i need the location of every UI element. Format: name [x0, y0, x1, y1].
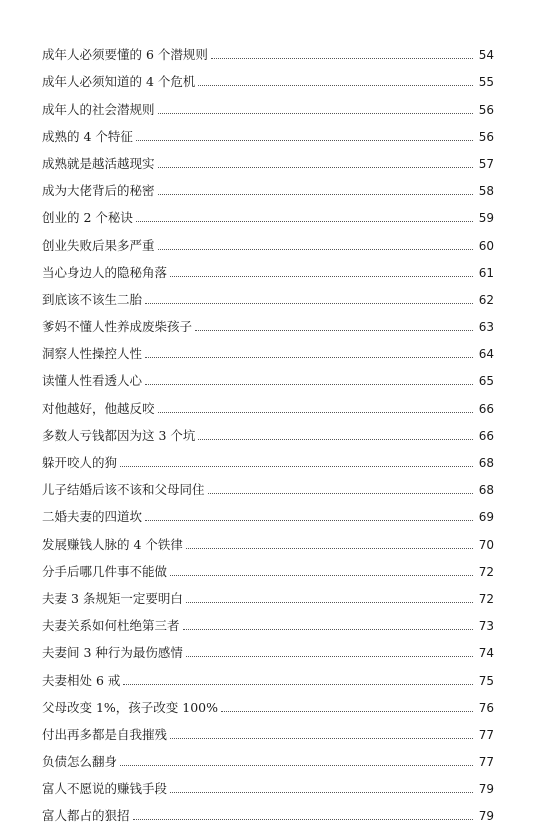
toc-entry-title: 洞察人性操控人性: [42, 346, 143, 362]
toc-entry-title: 爹妈不懂人性养成废柴孩子: [42, 319, 193, 335]
toc-dot-leader: [120, 465, 473, 467]
toc-entry[interactable]: [42, 389, 494, 416]
toc-entry-title: 负债怎么翻身: [42, 754, 118, 770]
toc-page-number: 56: [478, 102, 494, 117]
toc-page-number: 54: [478, 48, 494, 63]
toc-page-number: 72: [478, 591, 494, 606]
toc-entry[interactable]: [42, 308, 494, 335]
toc-entry[interactable]: [42, 444, 494, 471]
toc-dot-leader: [136, 220, 473, 222]
toc-page-number: 63: [478, 320, 494, 335]
toc-page-number: 74: [478, 646, 494, 661]
toc-page-number: 75: [478, 673, 494, 688]
toc-dot-leader: [186, 601, 473, 603]
toc-entry[interactable]: [42, 580, 494, 607]
toc-entry-title: 多数人亏钱都因为这 3 个坑: [42, 427, 196, 443]
toc-entry-title: 成为大佬背后的秘密: [42, 183, 155, 199]
toc-dot-leader: [221, 710, 473, 712]
toc-entry-title: 成年人的社会潜规则: [42, 101, 155, 117]
toc-dot-leader: [170, 275, 473, 277]
toc-entry[interactable]: [42, 661, 494, 688]
toc-dot-leader: [170, 791, 473, 793]
toc-dot-leader: [158, 248, 473, 250]
toc-dot-leader: [133, 818, 473, 820]
toc-entry-title: 付出再多都是自我摧残: [42, 726, 168, 742]
toc-dot-leader: [145, 302, 473, 304]
toc-page-number: 69: [478, 510, 494, 525]
toc-entry[interactable]: [42, 417, 494, 444]
toc-entry-title: 儿子结婚后该不该和父母同住: [42, 482, 205, 498]
toc-dot-leader: [183, 628, 473, 630]
toc-entry[interactable]: [42, 797, 494, 824]
toc-entry-title: 到底该不该生二胎: [42, 291, 143, 307]
toc-entry[interactable]: [42, 525, 494, 552]
toc-entry-title: 父母改变 1%，孩子改变 100%: [42, 699, 219, 715]
toc-entry[interactable]: [42, 90, 494, 117]
toc-page-number: 66: [478, 401, 494, 416]
toc-page-number: 56: [478, 129, 494, 144]
toc-dot-leader: [158, 166, 473, 168]
toc-entry-title: 成年人必须要懂的 6 个潜规则: [42, 47, 208, 63]
toc-entry[interactable]: [42, 226, 494, 253]
toc-page-number: 72: [478, 564, 494, 579]
toc-entry-title: 夫妻 3 条规矩一定要明白: [42, 590, 183, 606]
toc-dot-leader: [145, 519, 473, 521]
toc-dot-leader: [158, 112, 473, 114]
toc-entry[interactable]: [42, 118, 494, 145]
toc-dot-leader: [186, 547, 473, 549]
toc-entry-title: 读懂人性看透人心: [42, 373, 143, 389]
toc-dot-leader: [123, 683, 473, 685]
toc-page-number: 76: [478, 700, 494, 715]
toc-entry[interactable]: [42, 281, 494, 308]
toc-entry-title: 躲开咬人的狗: [42, 455, 118, 470]
toc-dot-leader: [136, 139, 473, 141]
toc-dot-leader: [170, 574, 473, 576]
toc-page-number: 64: [478, 347, 494, 362]
toc-entry[interactable]: [42, 770, 494, 797]
toc-entry[interactable]: [42, 743, 494, 770]
toc-entry-title: 发展赚钱人脉的 4 个铁律: [42, 536, 183, 552]
toc-page-number: 79: [478, 809, 494, 824]
toc-entry[interactable]: [42, 634, 494, 661]
toc-entry-title: 当心身边人的隐秘角落: [42, 264, 168, 280]
toc-dot-leader: [120, 764, 473, 766]
toc-dot-leader: [158, 411, 473, 413]
toc-page-number: 66: [478, 428, 494, 443]
toc-page-number: 62: [478, 292, 494, 307]
toc-entry-title: 创业失败后果多严重: [42, 237, 155, 253]
toc-entry[interactable]: [42, 607, 494, 634]
toc-entry[interactable]: [42, 63, 494, 90]
toc-entry-title: 夫妻关系如何杜绝第三者: [42, 618, 180, 634]
toc-entry-title: 富人不愿说的赚钱手段: [42, 781, 168, 797]
toc-dot-leader: [170, 737, 473, 739]
toc-page-number: 73: [478, 619, 494, 634]
toc-entry-title: 创业的 2 个秘诀: [42, 210, 133, 226]
toc-dot-leader: [186, 655, 473, 657]
toc-entry-title: 成年人必须知道的 4 个危机: [42, 74, 196, 90]
toc-dot-leader: [145, 356, 473, 358]
toc-page-number: 55: [478, 75, 494, 90]
toc-page-number: 59: [478, 211, 494, 226]
toc-page-number: 68: [478, 456, 494, 470]
toc-entry-title: 成熟就是越活越现实: [42, 155, 155, 171]
toc-entry[interactable]: [42, 471, 494, 498]
toc-entry[interactable]: [42, 254, 494, 281]
toc-page-number: 61: [478, 265, 494, 280]
toc-page-number: 58: [478, 184, 494, 199]
toc-page-number: 60: [478, 238, 494, 253]
toc-page-number: 57: [478, 156, 494, 171]
toc-dot-leader: [211, 57, 473, 59]
toc-entry-title: 二婚夫妻的四道坎: [42, 509, 143, 525]
toc-page-number: 77: [478, 727, 494, 742]
toc-dot-leader: [195, 329, 473, 331]
toc-dot-leader: [208, 492, 473, 494]
toc-dot-leader: [158, 193, 473, 195]
toc-entry[interactable]: [42, 145, 494, 172]
toc-entry[interactable]: [42, 716, 494, 743]
table-of-contents: [42, 36, 494, 824]
toc-entry[interactable]: [42, 36, 494, 63]
toc-entry-title: 分手后哪几件事不能做: [42, 563, 168, 579]
toc-dot-leader: [198, 84, 473, 86]
toc-entry[interactable]: [42, 172, 494, 199]
toc-entry-title: 对他越好，他越反咬: [42, 400, 155, 416]
toc-entry[interactable]: [42, 199, 494, 226]
toc-page-number: 79: [478, 782, 494, 797]
toc-page-number: 65: [478, 374, 494, 389]
toc-entry-title: 富人都占的狠招: [42, 808, 130, 824]
toc-page-number: 77: [478, 755, 494, 770]
toc-page-number: 68: [478, 483, 494, 498]
toc-page-number: 70: [478, 537, 494, 552]
toc-entry[interactable]: [42, 553, 494, 580]
toc-entry-title: 夫妻相处 6 戒: [42, 672, 121, 688]
toc-entry[interactable]: [42, 498, 494, 525]
toc-entry[interactable]: [42, 335, 494, 362]
toc-entry[interactable]: [42, 362, 494, 389]
toc-entry-title: 夫妻间 3 种行为最伤感情: [42, 645, 183, 661]
toc-entry-title: 成熟的 4 个特征: [42, 128, 133, 144]
toc-dot-leader: [145, 383, 473, 385]
toc-dot-leader: [198, 438, 473, 440]
toc-entry[interactable]: [42, 689, 494, 716]
